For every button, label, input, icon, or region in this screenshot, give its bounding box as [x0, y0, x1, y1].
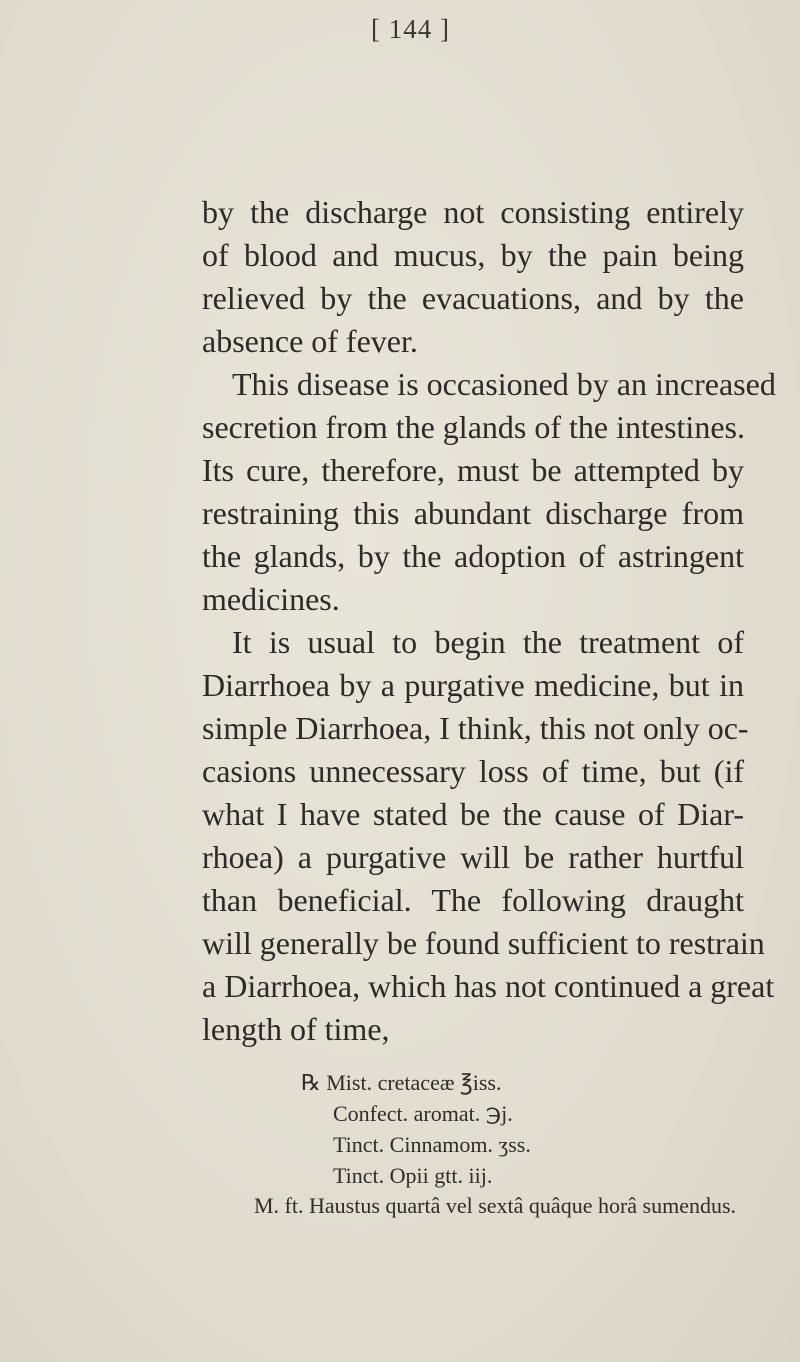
text-line: rhoea) a purgative will be rather hurtful: [202, 839, 744, 875]
text-line: secretion from the glands of the intestines.: [202, 409, 745, 445]
text-line: what I have stated be the cause of Diar-: [202, 796, 744, 832]
text-line: simple Diarrhoea, I think, this not only oc-: [202, 710, 749, 746]
text-line: the glands, by the adoption of astringent: [202, 538, 744, 574]
prescription-line: Tinct. Cinnamom. ʒss.: [333, 1132, 531, 1157]
text-line: Diarrhoea by a purgative medicine, but in: [202, 667, 744, 703]
text-line: It is usual to begin the treatment of: [232, 624, 744, 660]
text-line: of blood and mucus, by the pain being: [202, 237, 744, 273]
text-line: relieved by the evacuations, and by the: [202, 280, 744, 316]
text-line: This disease is occasioned by an increased: [232, 366, 776, 402]
text-line: length of time,: [202, 1011, 390, 1047]
page-number: [ 144 ]: [371, 14, 450, 44]
text-line: absence of fever.: [202, 323, 418, 359]
prescription-line: M. ft. Haustus quartâ vel sextâ quâque horâ sumendus.: [254, 1193, 737, 1218]
prescription-line: Confect. aromat. ℈j.: [333, 1101, 513, 1126]
text-line: a Diarrhoea, which has not continued a great: [202, 968, 775, 1004]
text-line: Its cure, therefore, must be attempted by: [202, 452, 744, 488]
text-line: than beneficial. The following draught: [202, 882, 744, 918]
text-line: restraining this abundant discharge from: [202, 495, 744, 531]
text-line: casions unnecessary loss of time, but (if: [202, 753, 744, 789]
text-line: will generally be found sufficient to restrain: [202, 925, 765, 961]
text-line: medicines.: [202, 581, 340, 617]
text-line: by the discharge not consisting entirely: [202, 194, 744, 230]
prescription-line: ℞ Mist. cretaceæ ℥iss.: [301, 1070, 502, 1095]
prescription-line: Tinct. Opii gtt. iij.: [333, 1163, 493, 1188]
